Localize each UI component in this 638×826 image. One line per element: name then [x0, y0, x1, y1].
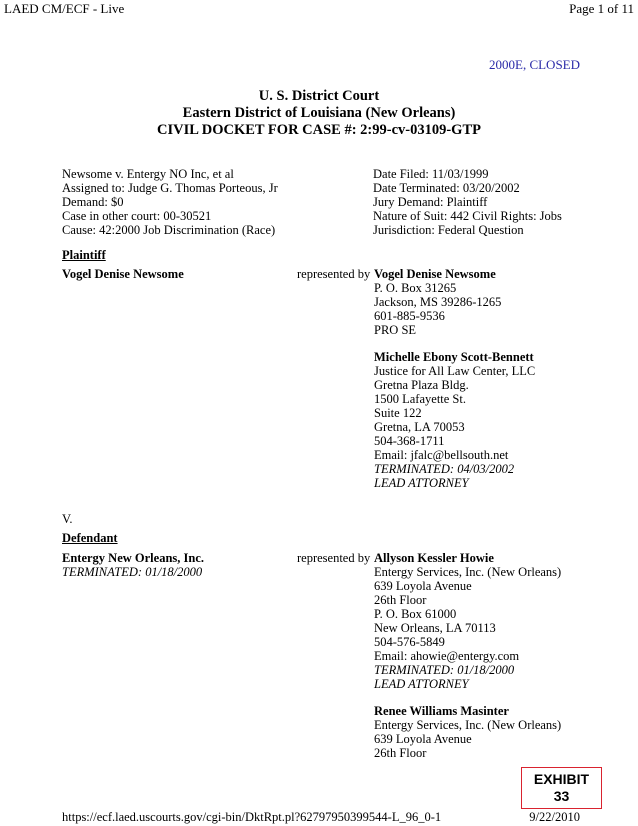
attorney-role: LEAD ATTORNEY — [374, 677, 469, 691]
exhibit-label: EXHIBIT — [533, 771, 590, 787]
defendant-attorney-2 — [374, 704, 561, 760]
attorney-address-line: 1500 Lafayette St. — [374, 392, 466, 406]
exhibit-number: 33 — [553, 788, 570, 804]
attorney-address-line: 26th Floor — [374, 593, 427, 607]
court-district: Eastern District of Louisiana (New Orleans) — [182, 105, 456, 121]
exhibit-stamp — [521, 767, 602, 809]
court-title-block — [0, 88, 638, 139]
attorney-name: Renee Williams Masinter — [374, 704, 509, 718]
attorney-phone: 504-368-1711 — [374, 434, 445, 448]
attorney-address-line: 639 Loyola Avenue — [374, 579, 472, 593]
case-info-left — [62, 167, 278, 237]
defendant-terminated: TERMINATED: 01/18/2000 — [62, 565, 203, 579]
attorney-address-line: Gretna, LA 70053 — [374, 420, 465, 434]
case-flags[interactable]: 2000E, CLOSED — [489, 57, 580, 72]
attorney-address-line: New Orleans, LA 70113 — [374, 621, 496, 635]
plaintiff-attorney-1 — [374, 267, 501, 337]
attorney-phone: 504-576-5849 — [374, 635, 445, 649]
attorney-name: Michelle Ebony Scott-Bennett — [374, 350, 534, 364]
page-footer-url[interactable]: https://ecf.laed.uscourts.gov/cgi-bin/DktRpt.pl?62797950399544-L_96_0-1 — [62, 810, 442, 824]
attorney-address-line: Jackson, MS 39286-1265 — [374, 295, 502, 309]
versus-marker: V. — [62, 512, 73, 526]
attorney-role: LEAD ATTORNEY — [374, 476, 469, 490]
date-filed: Date Filed: 11/03/1999 — [373, 167, 489, 181]
attorney-terminated: TERMINATED: 04/03/2002 — [374, 462, 515, 476]
attorney-address-line: 639 Loyola Avenue — [374, 732, 472, 746]
attorney-address-line: P. O. Box 31265 — [374, 281, 457, 295]
attorney-address-line: 26th Floor — [374, 746, 427, 760]
date-terminated: Date Terminated: 03/20/2002 — [373, 181, 520, 195]
docket-title: CIVIL DOCKET FOR CASE #: 2:99-cv-03109-GTP — [157, 122, 481, 138]
attorney-firm: Justice for All Law Center, LLC — [374, 364, 536, 378]
attorney-name: Allyson Kessler Howie — [374, 551, 494, 565]
attorney-email[interactable]: Email: jfalc@bellsouth.net — [374, 448, 509, 462]
attorney-address-line: Gretna Plaza Bldg. — [374, 378, 469, 392]
attorney-address-line: P. O. Box 61000 — [374, 607, 457, 621]
jury-demand: Jury Demand: Plaintiff — [373, 195, 488, 209]
page-number: Page 1 of 11 — [569, 1, 634, 16]
plaintiff-attorney-2 — [374, 350, 535, 490]
plaintiff-section-heading: Plaintiff — [62, 248, 106, 262]
attorney-phone: 601-885-9536 — [374, 309, 445, 323]
case-other-court: Case in other court: 00-30521 — [62, 209, 212, 223]
court-name: U. S. District Court — [258, 88, 380, 104]
defendant-attorney-1 — [374, 551, 561, 691]
attorney-firm: Entergy Services, Inc. (New Orleans) — [374, 718, 562, 732]
case-info-right — [373, 167, 562, 237]
nature-of-suit: Nature of Suit: 442 Civil Rights: Jobs — [373, 209, 562, 223]
attorney-address-line: Suite 122 — [374, 406, 422, 420]
page-header-title: LAED CM/ECF - Live — [4, 1, 125, 16]
attorney-name: Vogel Denise Newsome — [374, 267, 496, 281]
page-footer-date: 9/22/2010 — [529, 810, 580, 824]
plaintiff-name: Vogel Denise Newsome — [62, 267, 184, 281]
attorney-status: PRO SE — [374, 323, 417, 337]
defendant-party — [62, 551, 204, 579]
plaintiff-represented-by: represented by — [297, 267, 371, 281]
defendant-name: Entergy New Orleans, Inc. — [62, 551, 204, 565]
defendant-represented-by: represented by — [297, 551, 371, 565]
attorney-email[interactable]: Email: ahowie@entergy.com — [374, 649, 520, 663]
case-caption: Newsome v. Entergy NO Inc, et al — [62, 167, 234, 181]
demand: Demand: $0 — [62, 195, 124, 209]
attorney-terminated: TERMINATED: 01/18/2000 — [374, 663, 515, 677]
defendant-section-heading: Defendant — [62, 531, 118, 545]
assigned-judge: Assigned to: Judge G. Thomas Porteous, Jr — [62, 181, 278, 195]
attorney-firm: Entergy Services, Inc. (New Orleans) — [374, 565, 562, 579]
jurisdiction: Jurisdiction: Federal Question — [373, 223, 524, 237]
cause: Cause: 42:2000 Job Discrimination (Race) — [62, 223, 276, 237]
